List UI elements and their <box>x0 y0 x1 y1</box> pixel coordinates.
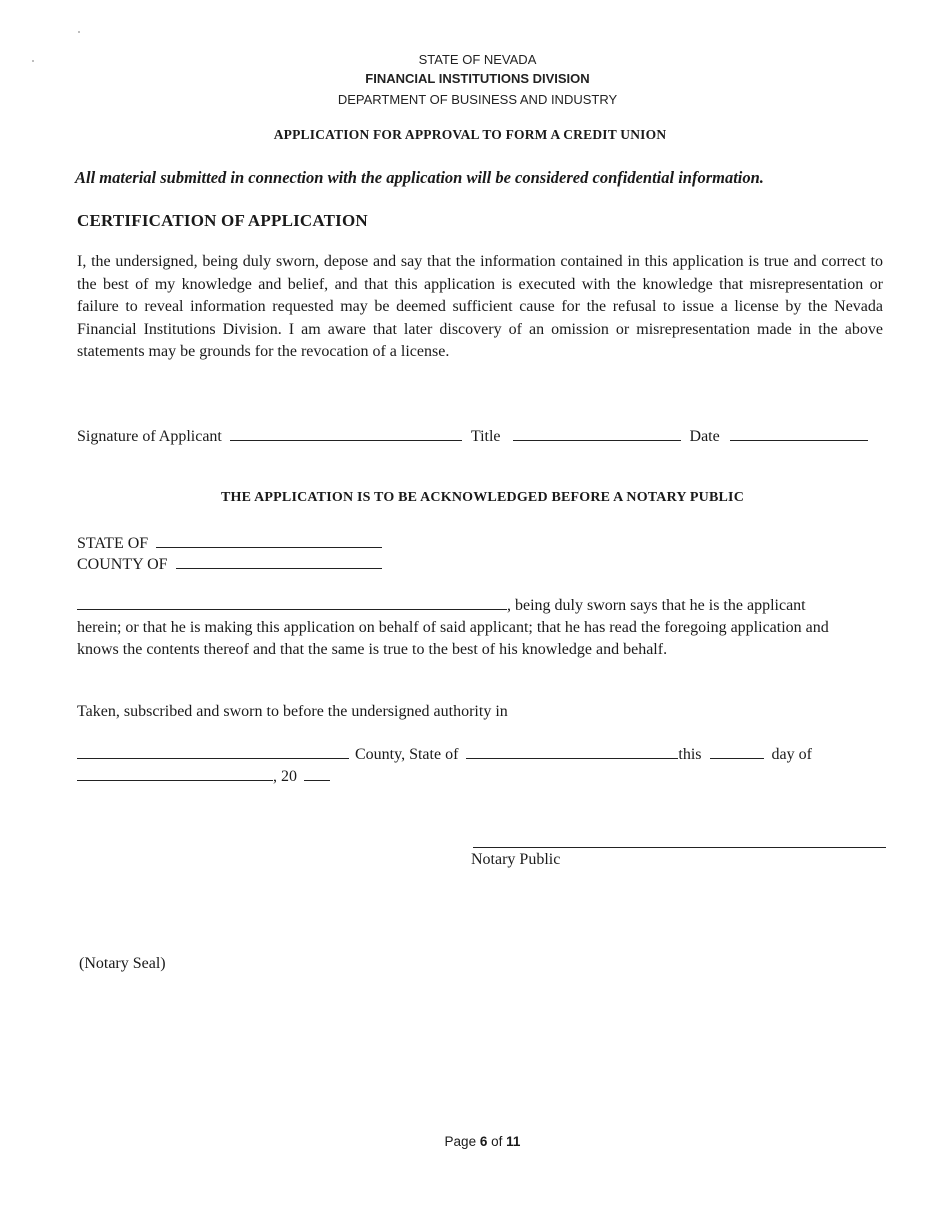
county-label: COUNTY OF <box>77 556 168 573</box>
header-department: DEPARTMENT OF BUSINESS AND INDUSTRY <box>337 92 618 107</box>
county-state-row <box>77 744 812 764</box>
day-of-label: day of <box>771 746 812 763</box>
state-name-field[interactable] <box>466 744 678 759</box>
signature-label: Signature of Applicant <box>77 428 222 445</box>
signature-field[interactable] <box>230 426 462 441</box>
header-division: FINANCIAL INSTITUTIONS DIVISION <box>365 71 590 86</box>
scan-speck <box>78 31 80 33</box>
form-title: APPLICATION FOR APPROVAL TO FORM A CREDIT UNION <box>273 127 667 142</box>
page-of: of <box>491 1134 503 1149</box>
sworn-first-text: , being duly sworn says that he is the applicant <box>507 597 806 614</box>
state-label: STATE OF <box>77 535 149 552</box>
page-prefix: Page <box>444 1134 477 1149</box>
notary-heading: THE APPLICATION IS TO BE ACKNOWLEDGED BEFORE A NOTARY PUBLIC <box>221 490 744 505</box>
sworn-first-line <box>77 595 806 615</box>
year-label: , 20 <box>273 768 297 785</box>
header-state: STATE OF NEVADA <box>418 52 537 67</box>
day-field[interactable] <box>710 744 764 759</box>
taken-text: Taken, subscribed and sworn to before the undersigned authority in <box>77 703 508 720</box>
county-state-label: County, State of <box>355 746 459 763</box>
certification-body: I, the undersigned, being duly sworn, depose and say that the information contained in this application is true and correct to the best of my knowledge and belief, and that this application is executed with the knowledge that misrepresentation or failure to reveal information requested may be deemed sufficient cause for the refusal to issue a license by the Nevada Financial Institutions Division. I am aware that later discovery of an omission or misrepresentation made in the above statements may be grounds for the revocation of a license. <box>77 253 883 360</box>
certification-heading: CERTIFICATION OF APPLICATION <box>77 211 368 230</box>
signature-row <box>77 426 887 446</box>
title-label: Title <box>470 428 501 445</box>
notary-seal-label: (Notary Seal) <box>79 955 166 972</box>
page-total: 11 <box>506 1134 521 1149</box>
affiant-name-field[interactable] <box>77 595 507 610</box>
this-label: this <box>678 746 702 763</box>
page-number <box>0 1134 950 1149</box>
sworn-body: herein; or that he is making this application on behalf of said applicant; that he has read the foregoing application and knows the contents thereof and that the same is true to the best of his knowledge and behalf. <box>77 619 829 658</box>
state-field[interactable] <box>156 533 382 548</box>
year-field[interactable] <box>304 766 330 781</box>
date-label: Date <box>689 428 720 445</box>
county-row <box>77 554 382 574</box>
title-field[interactable] <box>513 426 681 441</box>
month-field[interactable] <box>77 766 273 781</box>
page-current: 6 <box>479 1134 488 1149</box>
notary-public-label: Notary Public <box>471 851 561 868</box>
date-field[interactable] <box>730 426 868 441</box>
county-field[interactable] <box>176 554 382 569</box>
state-row <box>77 533 382 553</box>
month-year-row <box>77 766 330 786</box>
notary-signature-field[interactable] <box>473 847 886 848</box>
county-name-field[interactable] <box>77 744 349 759</box>
confidential-notice: All material submitted in connection with the application will be considered confidential information. <box>75 168 764 187</box>
